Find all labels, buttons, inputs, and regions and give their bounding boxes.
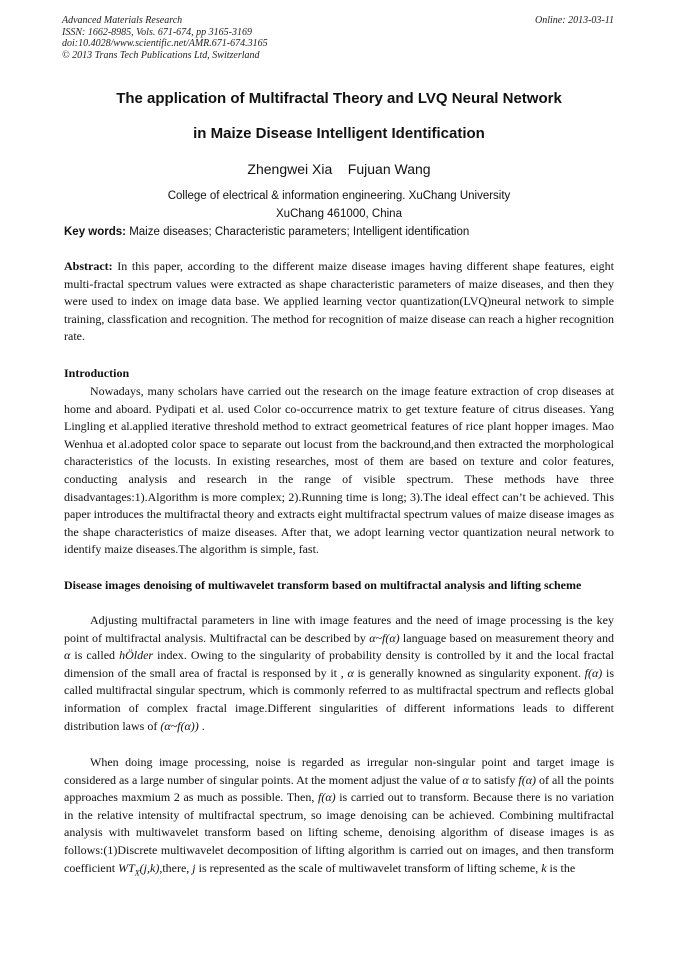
text-run: . — [198, 718, 205, 733]
text-run: Adjusting multifractal parameters in line with image features and the need of image processing is the key point of multifractal analysis. Multifractal can be described by — [64, 613, 614, 645]
keywords-label: Key words: — [64, 226, 126, 238]
math-run: α — [64, 648, 71, 663]
affiliation-line-1: College of electrical & information engineering. XuChang University — [167, 190, 511, 202]
math-run: f(α) — [584, 665, 603, 680]
math-run: f(α) — [518, 772, 536, 787]
text-run: When doing image processing, noise is regarded as irregular non-singular point and target image is considered as a large number of singular points. At the moment adjust the value of — [64, 755, 614, 787]
text-run: is represented as the scale of multiwavelet transform of lifting scheme, — [195, 860, 542, 875]
section-heading-introduction: Introduction — [64, 366, 130, 380]
math-run: k — [541, 860, 547, 875]
math-run: WT — [118, 860, 135, 875]
math-run: j — [192, 860, 196, 875]
authors: Zhengwei Xia Fujuan Wang — [247, 161, 431, 177]
math-run: α — [462, 772, 469, 787]
text-run: is the — [546, 860, 576, 875]
paper-title-line-2: in Maize Disease Intelligent Identification — [193, 125, 485, 142]
math-run: f(α) — [317, 790, 336, 805]
keywords-text: Maize diseases; Characteristic parameters; Intelligent identification — [126, 226, 470, 238]
journal-name: Advanced Materials Research — [62, 15, 183, 26]
abstract — [64, 258, 614, 346]
text-run: is carried out to transform. Because there is no variation in the relative intensity of multifractal spectrum, so image denoising can be achieved. Combining multifractal analysis with multiwavelet transform based on lifting scheme, denoising algorithm of disease images is as follows:(1)Discrete multiwavelet decomposition of lifting algorithm is carried out on images, and then transform coefficient — [64, 790, 614, 875]
text-run: is called multifractal singular spectrum, which is commonly referred to as multifractal spectrum and reflects global information of complex fractal image.Different singularities of different informations leads to different distribution laws of — [64, 665, 615, 733]
keywords — [64, 226, 469, 238]
text-run: ,there, — [159, 860, 193, 875]
denoising-paragraph-1 — [64, 612, 614, 735]
math-run: α — [347, 665, 354, 680]
math-run: hÖlder — [119, 648, 154, 663]
online-date: Online: 2013-03-11 — [535, 15, 614, 26]
text-run: is called — [70, 648, 120, 663]
text-run: of all the points approaches maxmium 2 as much as possible. Then, — [64, 772, 614, 805]
math-subscript: X — [134, 867, 140, 877]
text-run: to satisfy — [468, 772, 519, 787]
journal-copyright: © 2013 Trans Tech Publications Ltd, Switzerland — [62, 49, 260, 61]
text-run: is generally knowned as singularity exponent. — [353, 665, 585, 680]
abstract-label: Abstract: — [64, 259, 113, 273]
journal-header — [62, 15, 614, 61]
math-run: α~f(α) — [369, 630, 400, 645]
affiliation-line-2: XuChang 461000, China — [276, 208, 402, 220]
math-run: (j,k) — [139, 860, 160, 875]
introduction-paragraph: Nowadays, many scholars have carried out the research on the image feature extraction of crop diseases at home and aboard. Pydipati et al. used Color co-occurrence matrix to get texture feature of citrus diseases. Yang Lingling et al.applied iterative threshold method to extract geometrical features of rice plant hopper images. Mao Wenhua et al.adopted color space to separate out locust from the backround,and then extracted the morphological characteristics of the locusts. In existing researches, most of them are based on texture and color features, conducting analysis and research in the range of visible spectrum. These methods have three disadvantages:1).Algorithm is more complex; 2).Running time is long; 3).The ideal effect can’t be achieved. This paper introduces the multifractal theory and extracts eight multifractal spectrum values of maize disease images as the shape characteristics of maize diseases. After that, we adopt learning vector quantization neural network to identify maize diseases.The algorithm is simple, fast. — [64, 384, 614, 557]
journal-doi: doi:10.4028/www.scientific.net/AMR.671-674.3165 — [62, 38, 268, 49]
math-run: (α~f(α)) — [160, 718, 199, 733]
section-heading-denoising: Disease images denoising of multiwavelet transform based on multifractal analysis and lifting scheme — [64, 578, 582, 592]
denoising-paragraph-2 — [64, 754, 614, 882]
paper-title-line-1: The application of Multifractal Theory and LVQ Neural Network — [116, 90, 562, 107]
journal-issn: ISSN: 1662-8985, Vols. 671-674, pp 3165-3169 — [62, 26, 252, 38]
abstract-text: In this paper, according to the different maize disease images having different shape features, eight multi-fractal spectrum values were extracted as shape characteristic parameters of maize diseases, and then they were used to index on image data base. We applied learning vector quantization(LVQ)neural network to simple training, classfication and recognition. The method for recognition of maize disease can reach a higher recognition rate. — [64, 259, 614, 344]
text-run: index. Owing to the singularity of probability density is controlled by it and the local fractal dimension of the small area of fractal is responsed by it , — [64, 648, 614, 680]
text-run: language based on measurement theory and — [399, 630, 614, 645]
